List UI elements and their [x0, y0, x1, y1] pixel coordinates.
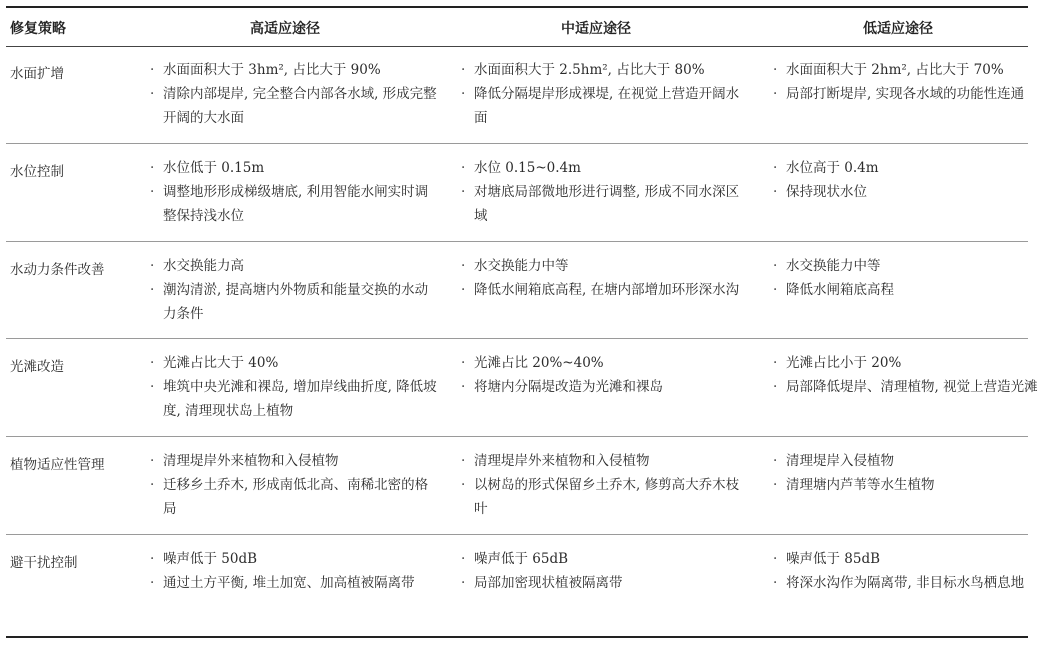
list-item: · 对塘底局部微地形进行调整, 形成不同水深区域	[461, 180, 751, 228]
strategy-cell: 水动力条件改善	[10, 262, 105, 278]
high-cell	[150, 254, 440, 326]
list-item: · 迁移乡土乔木, 形成南低北高、南稀北密的格局	[150, 473, 440, 521]
list-item: · 降低水闸箱底高程	[773, 278, 1040, 302]
list-item: · 局部打断堤岸, 实现各水域的功能性连通	[773, 82, 1040, 106]
header-low: 低适应途径	[863, 21, 933, 37]
list-item: · 以树岛的形式保留乡土乔木, 修剪高大乔木枝叶	[461, 473, 751, 521]
table-bottom-rule	[6, 636, 1028, 638]
list-item: · 光滩占比大于 40%	[150, 351, 440, 375]
row-divider	[6, 436, 1028, 437]
list-item: · 光滩占比小于 20%	[773, 351, 1040, 375]
header-high: 高适应途径	[250, 21, 320, 37]
low-cell	[773, 156, 1040, 204]
strategy-cell: 光滩改造	[10, 359, 64, 375]
list-item: · 堆筑中央光滩和裸岛, 增加岸线曲折度, 降低坡度, 清理现状岛上植物	[150, 375, 440, 423]
header-rule	[6, 46, 1028, 47]
list-item: · 水面面积大于 3hm², 占比大于 90%	[150, 58, 440, 82]
strategy-cell: 水位控制	[10, 164, 64, 180]
high-cell	[150, 351, 440, 423]
list-item: · 潮沟清淤, 提高塘内外物质和能量交换的水动力条件	[150, 278, 440, 326]
list-item: · 降低水闸箱底高程, 在塘内部增加环形深水沟	[461, 278, 751, 302]
mid-cell	[461, 58, 751, 130]
list-item: · 清理堤岸外来植物和入侵植物	[461, 449, 751, 473]
strategy-cell: 避干扰控制	[10, 555, 78, 571]
header-mid: 中适应途径	[561, 21, 631, 37]
mid-cell	[461, 156, 751, 228]
low-cell	[773, 547, 1040, 595]
high-cell	[150, 449, 440, 521]
row-divider	[6, 338, 1028, 339]
list-item: · 水交换能力高	[150, 254, 440, 278]
list-item: · 光滩占比 20%~40%	[461, 351, 751, 375]
list-item: · 水位 0.15~0.4m	[461, 156, 751, 180]
list-item: · 水交换能力中等	[461, 254, 751, 278]
list-item: · 水位高于 0.4m	[773, 156, 1040, 180]
list-item: · 水位低于 0.15m	[150, 156, 440, 180]
high-cell	[150, 58, 440, 130]
list-item: · 噪声低于 50dB	[150, 547, 440, 571]
low-cell	[773, 351, 1040, 399]
low-cell	[773, 449, 1040, 497]
mid-cell	[461, 547, 751, 595]
strategy-cell: 水面扩增	[10, 66, 64, 82]
list-item: · 水面面积大于 2hm², 占比大于 70%	[773, 58, 1040, 82]
list-item: · 通过土方平衡, 堆土加宽、加高植被隔离带	[150, 571, 440, 595]
high-cell	[150, 547, 440, 595]
list-item: · 清理堤岸外来植物和入侵植物	[150, 449, 440, 473]
strategy-cell: 植物适应性管理	[10, 457, 105, 473]
mid-cell	[461, 254, 751, 302]
list-item: · 清除内部堤岸, 完全整合内部各水域, 形成完整开阔的大水面	[150, 82, 440, 130]
low-cell	[773, 58, 1040, 106]
list-item: · 局部降低堤岸、清理植物, 视觉上营造光滩	[773, 375, 1040, 399]
list-item: · 将塘内分隔堤改造为光滩和裸岛	[461, 375, 751, 399]
list-item: · 保持现状水位	[773, 180, 1040, 204]
list-item: · 水面面积大于 2.5hm², 占比大于 80%	[461, 58, 751, 82]
list-item: · 清理塘内芦苇等水生植物	[773, 473, 1040, 497]
table-top-rule	[6, 6, 1028, 8]
list-item: · 噪声低于 65dB	[461, 547, 751, 571]
list-item: · 调整地形形成梯级塘底, 利用智能水闸实时调整保持浅水位	[150, 180, 440, 228]
list-item: · 降低分隔堤岸形成裸堤, 在视觉上营造开阔水面	[461, 82, 751, 130]
header-strategy: 修复策略	[10, 21, 66, 37]
row-divider	[6, 143, 1028, 144]
list-item: · 清理堤岸入侵植物	[773, 449, 1040, 473]
list-item: · 局部加密现状植被隔离带	[461, 571, 751, 595]
list-item: · 噪声低于 85dB	[773, 547, 1040, 571]
row-divider	[6, 241, 1028, 242]
list-item: · 水交换能力中等	[773, 254, 1040, 278]
low-cell	[773, 254, 1040, 302]
mid-cell	[461, 449, 751, 521]
high-cell	[150, 156, 440, 228]
mid-cell	[461, 351, 751, 399]
row-divider	[6, 534, 1028, 535]
list-item: · 将深水沟作为隔离带, 非目标水鸟栖息地	[773, 571, 1040, 595]
